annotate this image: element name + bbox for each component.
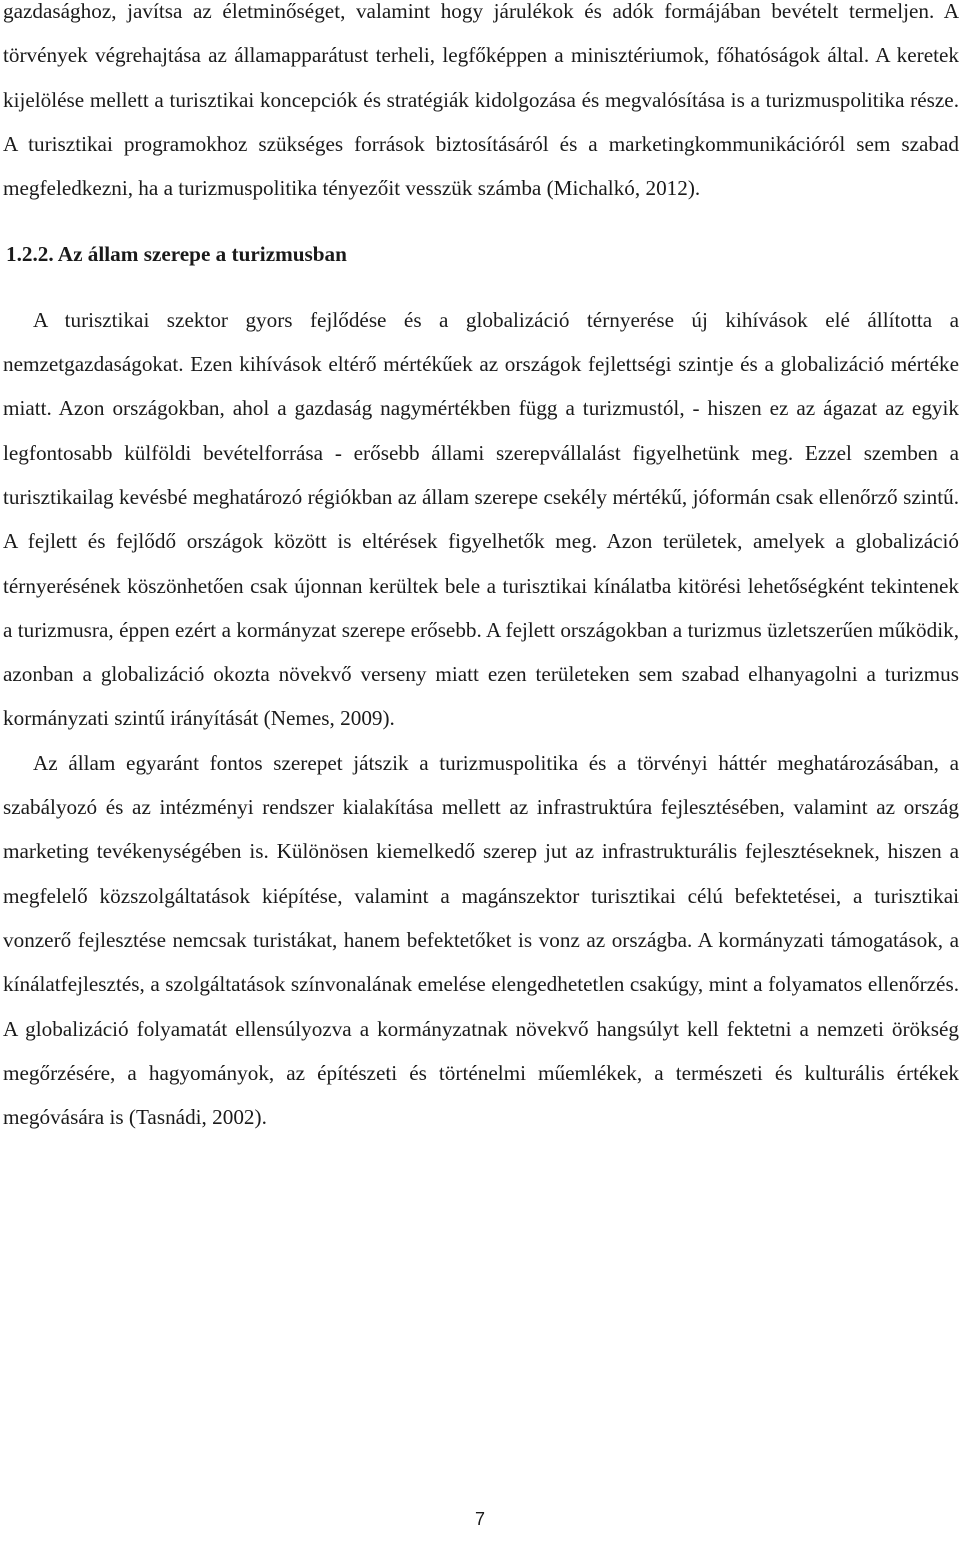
section-heading: 1.2.2. Az állam szerepe a turizmusban: [6, 242, 347, 267]
paragraph-intro-continuation: gazdasághoz, javítsa az életminőséget, valamint hogy járulékok és adók formájában bevételt termeljen. A törvények végrehajtása az államapparátust terheli, legfőképpen a minisztériumok, főhatóságok által. A keretek kijelölése mellett a turisztikai koncepciók és stratégiák kidolgozása és megvalósítása is a turizmuspolitika része. A turisztikai programokhoz szükséges források biztosításáról és a marketingkommunikációról sem szabad megfeledkezni, ha a turizmuspolitika tényezőit vesszük számba (Michalkó, 2012).: [3, 0, 959, 201]
page-number: 7: [474, 1509, 485, 1529]
paragraph-state-role-1: A turisztikai szektor gyors fejlődése és a globalizáció térnyerése új kihívások elé állította a nemzetgazdaságokat. Ezen kihívások eltérő mértékűek az országok fejlettségi szintje és a globalizáció mértéke miatt. Azon országokban, ahol a gazdaság nagymértékben függ a turizmustól, - hiszen ez az ágazat az egyik legfontosabb külföldi bevételforrása - erősebb állami szerepvállalást figyelhetünk meg. Ezzel szemben a turisztikailag kevésbé meghatározó régiókban az állam szerepe csekély mértékű, jóformán csak ellenőrző szintű. A fejlett és fejlődő országok között is eltérések figyelhetők meg. Azon területek, amelyek a globalizáció térnyerésének köszönhetően csak újonnan kerültek bele a turisztikai kínálatba kitörési lehetőségként tekintenek a turizmusra, éppen ezért a kormányzat szerepe erősebb. A fejlett országokban a turizmus üzletszerűen működik, azonban a globalizáció okozta növekvő verseny miatt ezen területeken sem szabad elhanyagolni a turizmus kormányzati szintű irányítását (Nemes, 2009).: [3, 307, 959, 731]
document-page: [3, 0, 959, 1139]
paragraph-state-role-2: Az állam egyaránt fontos szerepet játszik a turizmuspolitika és a törvényi háttér meghatározásában, a szabályozó és az intézményi rendszer kialakítása mellett az infrastruktúra fejlesztésében, valamint az ország marketing tevékenységében is. Különösen kiemelkedő szerep jut az infrastrukturális fejlesztéseknek, hiszen a megfelelő közszolgáltatások kiépítése, valamint a magánszektor turisztikai célú befektetései, a turisztikai vonzerő fejlesztése nemcsak turistákat, hanem befektetőket is vonz az országba. A kormányzati támogatások, a kínálatfejlesztés, a szolgáltatások színvonalának emelése elengedhetetlen csakúgy, mint a folyamatos ellenőrzés. A globalizáció folyamatát ellensúlyozva a kormányzatnak növekvő hangsúlyt kell fektetni a nemzeti örökség megőrzésére, a hagyományok, az építészeti és történelmi műemlékek, a természeti és kulturális értékek megóvására is (Tasnádi, 2002).: [3, 750, 959, 1130]
